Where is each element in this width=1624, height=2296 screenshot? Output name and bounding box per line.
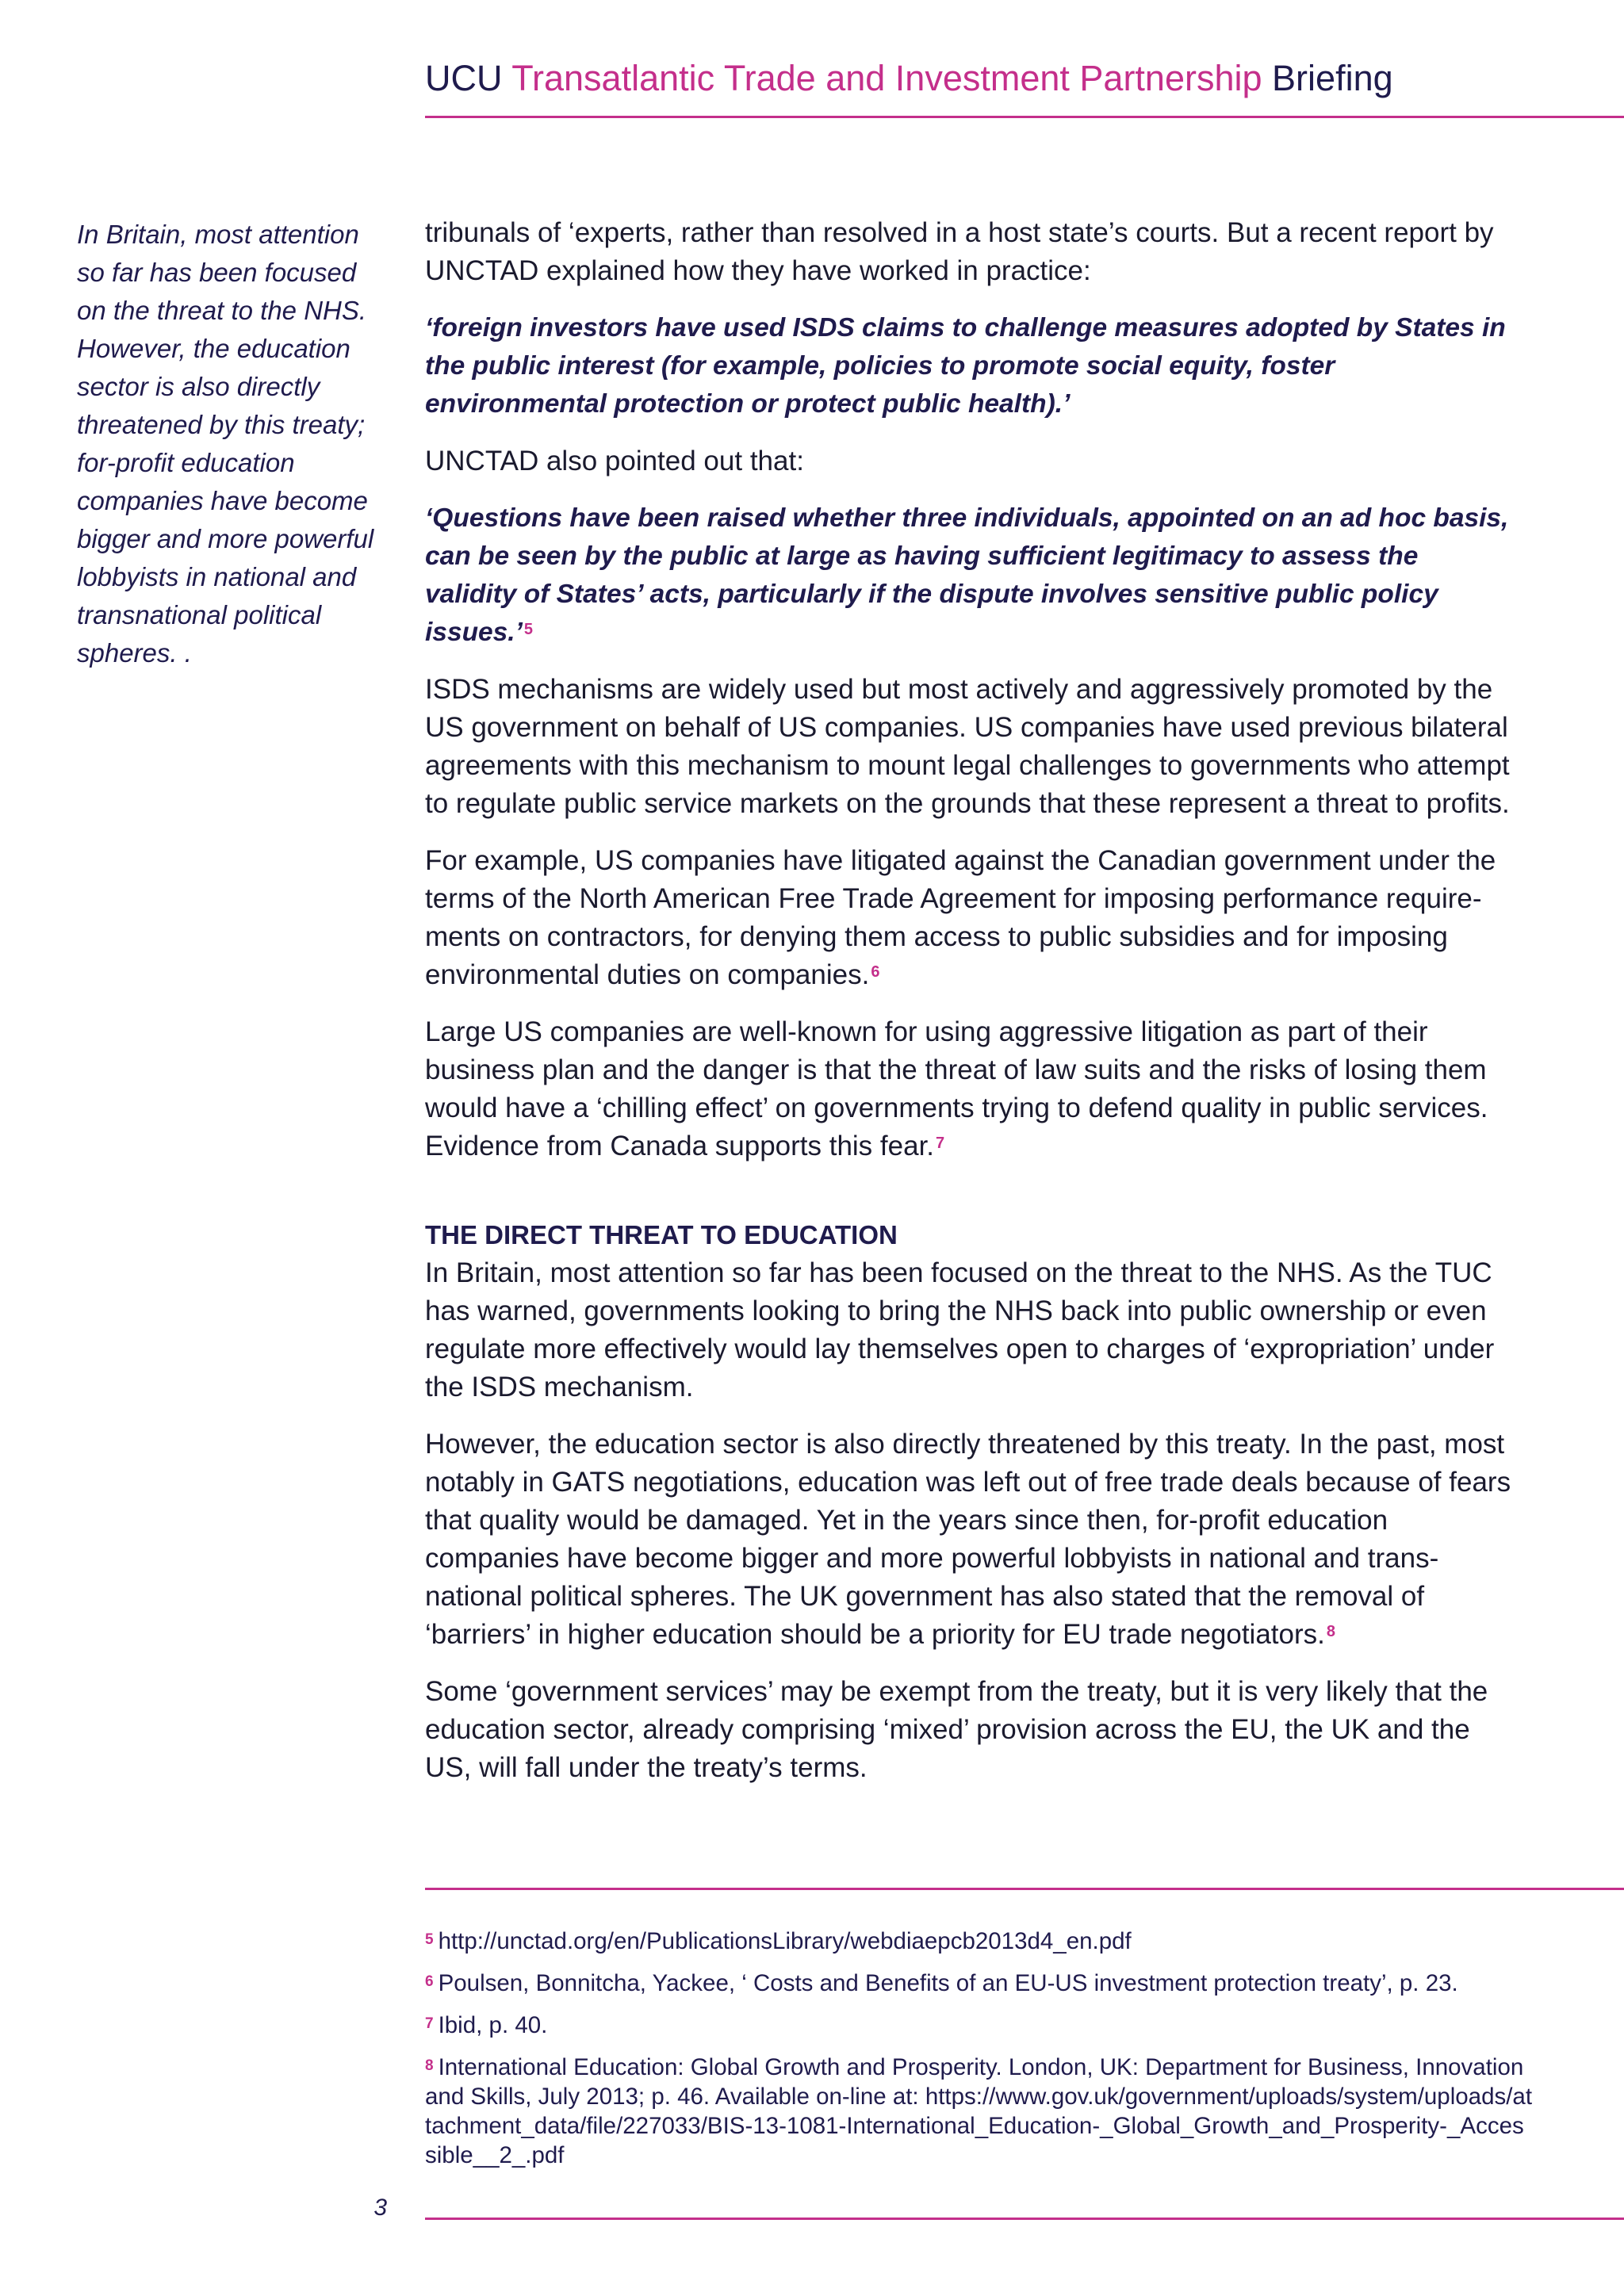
footnote-number: 8: [425, 2057, 434, 2074]
paragraph-text: For example, US companies have litigated against the Canadian government under the terms of the North American Free Trade Agreement for imposing performance require-ments on contractors, for denying them access to public subsidies and for imposing environmental duties on companies.: [425, 845, 1496, 990]
paragraph: In Britain, most attention so far has been focused on the threat to the NHS. As the TUC has warned, governments looking to bring the NHS back into public ownership or even regulate more effectively would lay themselves open to charges of ‘expropriation’ under the ISDS mechanism.: [425, 1257, 1495, 1402]
paragraph-text: Large US companies are well-known for using aggressive litigation as part of their business plan and the danger is that the threat of law suits and the risks of losing them would have a ‘chilling effect’ on governments trying to defend quality in public services. Evidence from Canada supports this fear.: [425, 1016, 1488, 1161]
footnote-text: International Education: Global Growth and Prosperity. London, UK: Department for Business, Innovation and Skills, July 2013; p. 46. Available on-line at: https://www.gov.uk/government/uploads/system/uploads/attachment_data/file/227033/BIS-13-1081-International_Education-_Global_Growth_and_Prosperity-_Accessible__2_.pdf: [425, 2054, 1533, 2168]
header-title: Transatlantic Trade and Investment Partnership: [511, 58, 1262, 98]
footer-divider: [425, 2218, 1624, 2220]
header-divider: [425, 116, 1624, 118]
header-org: UCU: [425, 58, 503, 98]
header-suffix: Briefing: [1272, 58, 1393, 98]
quote-text: ‘Questions have been raised whether three individuals, appointed on an ad hoc basis, can be seen by the public at large as having sufficient legitimacy to assess the validity of States’ acts, particularly if the dispute involves sensitive public policy issues.’: [425, 503, 1509, 647]
footnote-7: [425, 2011, 1535, 2040]
footnote-number: 5: [425, 1931, 434, 1948]
footnote-8: [425, 2053, 1535, 2170]
main-body: [425, 214, 1513, 1806]
paragraph: [425, 842, 1513, 994]
footnote-text: Poulsen, Bonnitcha, Yackee, ‘ Costs and Benefits of an EU-US investment protection treaty’, p. 23.: [438, 1970, 1458, 1996]
footnote-ref-6[interactable]: 6: [871, 963, 880, 981]
paragraph: tribunals of ‘experts, rather than resolved in a host state’s courts. But a recent report by UNCTAD explained how they have worked in practice:: [425, 217, 1494, 286]
paragraph: UNCTAD also pointed out that:: [425, 446, 804, 476]
sidebar-pull-quote: In Britain, most attention so far has been focused on the threat to the NHS. However, the education sector is also directly threatened by this treaty; for-profit education companies have become bigger and more powerful lobbyists in national and transnational political spheres. .: [77, 220, 374, 668]
footnote-text: Ibid, p. 40.: [438, 2012, 548, 2038]
footnote-5: [425, 1927, 1535, 1956]
footnote-number: 7: [425, 2015, 434, 2032]
footnote-ref-5[interactable]: 5: [523, 621, 534, 638]
footnote-ref-8[interactable]: 8: [1326, 1623, 1335, 1640]
paragraph: [425, 1013, 1513, 1165]
footnote-6: [425, 1969, 1535, 1998]
page-number: 3: [373, 2195, 387, 2221]
footnotes: [425, 1927, 1535, 2183]
unctad-quote-2: [425, 499, 1513, 652]
section-heading: THE DIRECT THREAT TO EDUCATION: [425, 1220, 898, 1249]
footnote-link[interactable]: http://unctad.org/en/PublicationsLibrary/webdiaepcb2013d4_en.pdf: [438, 1928, 1132, 1954]
document-header: [425, 51, 1624, 106]
footnote-ref-7[interactable]: 7: [936, 1135, 945, 1152]
paragraph: ISDS mechanisms are widely used but most actively and aggressively promoted by the US government on behalf of US companies. US companies have used previous bilateral agreements with this mechanism to mount legal challenges to governments who attempt to regulate public service markets on the grounds that these represent a threat to profits.: [425, 674, 1510, 819]
paragraph: [425, 1425, 1513, 1654]
paragraph: Some ‘government services’ may be exempt from the treaty, but it is very likely that the education sector, already comprising ‘mixed’ provision across the EU, the UK and the US, will fall under the treaty’s terms.: [425, 1676, 1488, 1783]
footnote-number: 6: [425, 1973, 434, 1990]
footnotes-divider: [425, 1888, 1624, 1890]
paragraph-text: However, the education sector is also directly threatened by this treaty. In the past, most notably in GATS negotiations, education was left out of free trade deals because of fears that quality would be damaged. Yet in the years since then, for-profit education companies have become bigger and more powerful lobbyists in national and trans-national political spheres. The UK government has also stated that the removal of ‘barriers’ in higher education should be a priority for EU trade negotiators.: [425, 1429, 1511, 1650]
unctad-quote-1: ‘foreign investors have used ISDS claims to challenge measures adopted by States in the public interest (for example, policies to promote social equity, foster environmental protection or protect public health).’: [425, 313, 1506, 419]
